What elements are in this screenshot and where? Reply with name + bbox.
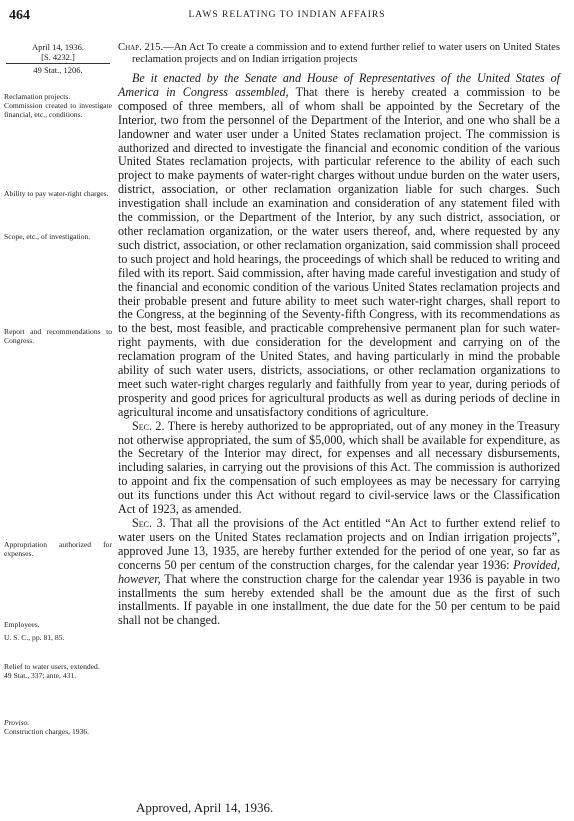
approval-line: Approved, April 14, 1936. <box>136 800 274 815</box>
citation-date: April 14, 1936. <box>32 42 84 52</box>
side-note-ability: Ability to pay water-right charges. <box>4 189 109 198</box>
section-1: Be it enacted by the Senate and House of Representatives of the United States of America in Congress assembled, That there is hereby created a commission to be composed of three members, all of whom shall be appointed by the Secretary of the Interior, two from the personnel of the Department of the Interior, and one who shall be a landowner and water user under a United States reclamation project. The commission is authorized and directed to investigate the financial and economic condition of the various United States reclamation projects, with particular reference to the ability of each such project to make payments of water-right charges without undue burden on the water users, district, association, or other reclamation organization liable for such charges. Such investigation shall include an examination and consideration of any statement filed with the commission, or the Department of the Interior, by any such district, association, or other reclamation organization, or the water users thereof, and, where requested by any such district, association, or other reclamation organization, said commission shall proceed to such project and hold hearings, the proceedings of which shall be reduced to writing and filed with its report. Said commission, after having made careful investigation and study of the financial and economic condition of the various United States reclamation projects and their probable present and future ability to meet such water-right charges, shall report to the Congress, at the beginning of the Seventy-fifth Congress, with its recommendations as to the best, most feasible, and practicable comprehensive permanent plan for such water-right payments, with due consideration for the development and carrying on of the reclamation program of the United States, and having particularly in mind the probable ability of such water users, districts, associations, or other reclamation organizations to meet such water-right charges regularly and faithfully from year to year, during periods of prosperity and good prices for agricultural products as well as during periods of decline in agricultural income and unsatisfactory conditions of agriculture. <box>118 71 560 419</box>
section-2: Sec. 2. There is hereby authorized to be appropriated, out of any money in the Treasury not otherwise appropriated, the sum of $5,000, which shall be available for expenditure, as the Secretary of the Interior may direct, for expenses and all necessary disbursements, including salaries, in carrying out the provisions of this Act. The commission is authorized to appoint and fix the compensation of such employees as may be necessary for carrying out its functions under this Act without regard to civil-service laws or the Classification Act of 1923, as amended. <box>118 418 560 517</box>
sec3-label: Sec. 3. <box>132 516 166 530</box>
page-number: 464 <box>9 8 30 23</box>
citation-block <box>6 42 110 75</box>
chapter-heading <box>118 42 560 66</box>
chapter-label: Chap. 215. <box>118 42 164 53</box>
side-note-relief: Relief to water users, extended. 49 Stat., 337; ante, 431. <box>4 662 100 680</box>
proviso-term: Provided, however, <box>118 557 560 586</box>
enacting-clause: Be it enacted by the Senate and House of Representatives of the United States of America in Congress assembled, <box>118 71 560 99</box>
act-body <box>118 72 560 628</box>
side-note-appropriation: Appropriation authorized for expenses. <box>4 540 112 558</box>
side-note-report: Report and recommendations to Congress. <box>4 327 112 345</box>
side-note-scope: Scope, etc., of investigation. <box>4 232 91 241</box>
running-title: LAWS RELATING TO INDIAN AFFAIRS <box>188 10 386 20</box>
citation-divider <box>6 63 110 64</box>
citation-stat: 49 Stat., 1206. <box>33 65 83 75</box>
chapter-title: —An Act To create a commission and to extend further relief to water users on United States reclamation projects and on Indian irrigation projects <box>132 42 560 65</box>
section-3: Sec. 3. That all the provisions of the Act entitled “An Act to further extend relief to water users on the United States reclamation projects and on Indian irrigation projects”, approved June 13, 1935, are hereby further extended for the period of one year, so far as concerns 50 per centum of the construction charges, for the calendar year 1936: Provided, however, That where the construction charge for the calendar year 1936 is payable in two installments the sum hereby extended shall be the amount due as the first of such installments. If payable in one installment, the due date for the 50 per centum to be paid shall not be changed. <box>118 516 560 628</box>
side-note-proviso: Proviso. Construction charges, 1936. <box>4 718 90 736</box>
sec2-label: Sec. 2. <box>132 418 165 433</box>
page-header <box>9 8 565 24</box>
side-note-reclamation: Reclamation projects. Commission created to investigate financial, etc., conditions. <box>4 92 112 119</box>
citation-bill: [S. 4232.] <box>41 52 75 62</box>
side-note-employees: Employees. U. S. C., pp. 81, 85. <box>4 620 65 642</box>
